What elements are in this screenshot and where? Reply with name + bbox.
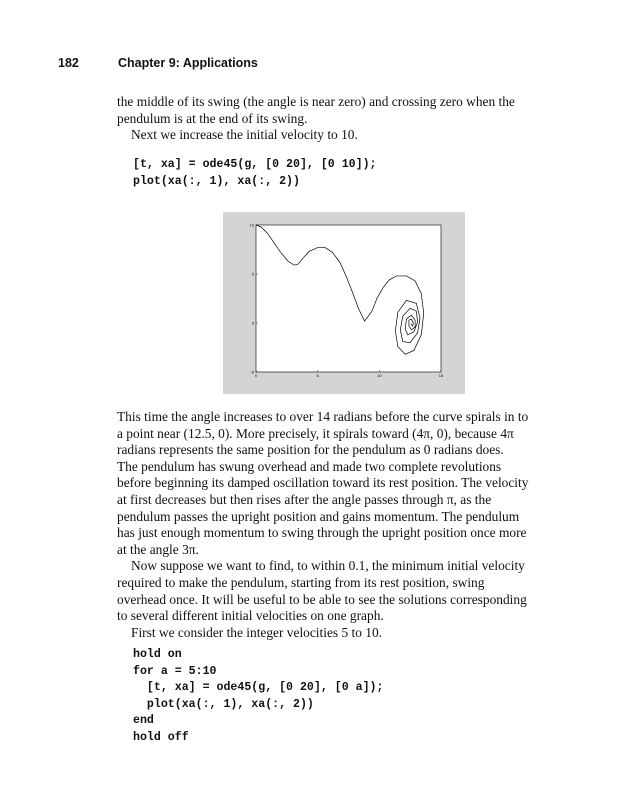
code-line: [t, xa] = ode45(g, [0 20], [0 10]); — [133, 158, 377, 171]
code-line: hold off — [133, 730, 189, 744]
code-line: [t, xa] = ode45(g, [0 20], [0 a]); — [133, 681, 384, 695]
x-tick-label: 0 — [254, 373, 258, 378]
text-line: has just enough momentum to swing through the upright position once more — [117, 525, 527, 541]
code-line: end — [133, 714, 154, 728]
code-block-2 — [117, 647, 383, 747]
text-line: the middle of its swing (the angle is near zero) and crossing zero when the — [117, 94, 515, 109]
text-line: before beginning its damped oscillation toward its rest position. The velocity — [117, 475, 529, 491]
text-line: pendulum passes the upright position and gains momentum. The pendulum — [117, 508, 520, 524]
paragraph-discussion — [117, 409, 573, 641]
x-tick-label: 10 — [377, 373, 382, 378]
text-line: required to make the pendulum, starting from its rest position, swing — [117, 574, 485, 590]
code-line: plot(xa(:, 1), xa(:, 2)) — [133, 697, 314, 711]
y-tick-label: 0 — [251, 320, 254, 326]
y-tick-label: 5 — [251, 271, 254, 277]
text-line: Now suppose we want to find, to within 0.1, the minimum initial velocity — [131, 558, 525, 574]
y-tick-label: 10 — [249, 222, 254, 228]
text-line: overhead once. It will be useful to be able to see the solutions corresponding — [117, 591, 527, 607]
text-line: to several different initial velocities on one graph. — [117, 608, 384, 624]
plot-axes-box — [256, 225, 441, 372]
text-line: a point near (12.5, 0). More precisely, it spirals toward (4π, 0), because 4π — [117, 425, 514, 441]
text-line: pendulum is at the end of its swing. — [117, 110, 308, 126]
x-tick-label: 15 — [438, 373, 444, 378]
chapter-title: Chapter 9: Applications — [118, 56, 258, 70]
phase-plot — [223, 212, 465, 394]
text-line: radians represents the same position for the pendulum as 0 radians does. — [117, 442, 504, 458]
code-block-1 — [117, 157, 377, 190]
code-line: for a = 5:10 — [133, 664, 217, 678]
running-head — [58, 56, 258, 70]
paragraph-intro — [117, 94, 573, 144]
x-tick-label: 5 — [316, 373, 319, 378]
text-line: First we consider the integer velocities 5 to 10. — [131, 624, 383, 640]
text-line: The pendulum has swung overhead and made two complete revolutions — [117, 458, 502, 474]
page-number: 182 — [58, 56, 79, 70]
y-tick-label: -5 — [250, 369, 254, 375]
text-line: at first decreases but then rises after the angle passes through π, as the — [117, 491, 492, 507]
code-line: plot(xa(:, 1), xa(:, 2)) — [133, 174, 300, 188]
text-line: Next we increase the initial velocity to 10. — [131, 127, 358, 143]
code-line: hold on — [133, 648, 182, 661]
phase-plot-figure — [223, 212, 465, 394]
text-line: This time the angle increases to over 14 radians before the curve spirals in to — [117, 409, 529, 424]
text-line: at the angle 3π. — [117, 541, 199, 557]
